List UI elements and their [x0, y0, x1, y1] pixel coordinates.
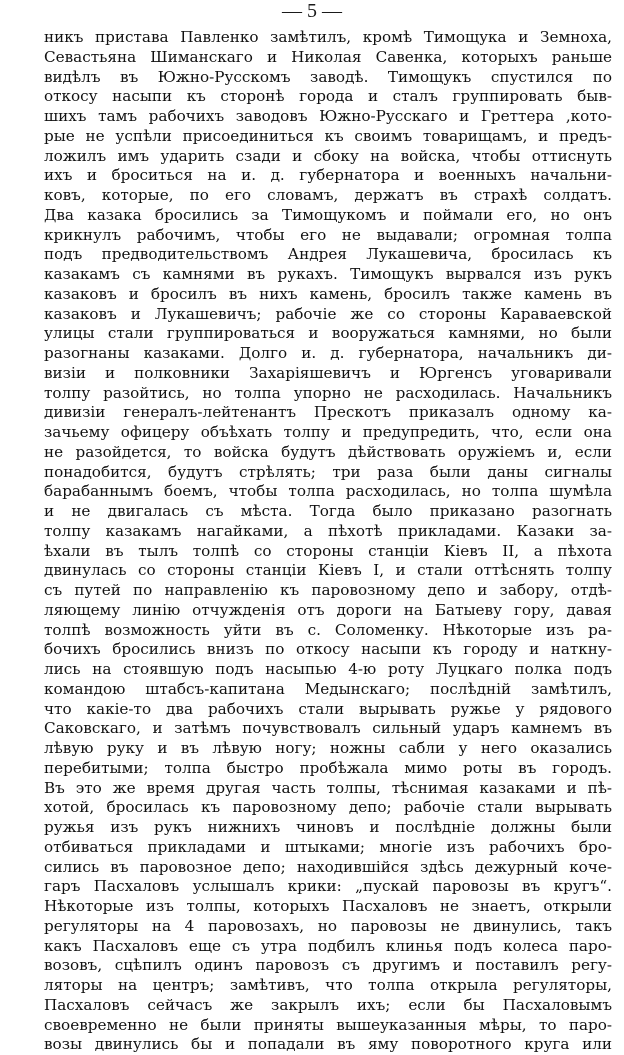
text-line: и не двигалась съ мѣста. Тогда было приказано разогнать [44, 502, 612, 520]
text-line: казаковъ и бросилъ въ нихъ камень, бросилъ также камень въ [44, 284, 612, 303]
text-line: ляторы на центръ; замѣтивъ, что толпа открыла регуляторы, [44, 976, 612, 994]
text-line: ружья изъ рукъ нижнихъ чиновъ и послѣдніе должны были [44, 818, 612, 836]
text-line: Севастьяна Шиманскаго и Николая Савенка, которыхъ раньше [44, 47, 612, 66]
text-line: казакамъ съ камнями въ рукахъ. Тимощукъ вырвался изъ рукъ [44, 265, 612, 283]
text-line: видѣлъ въ Южно-Русскомъ заводѣ. Тимощукъ спустился по [44, 67, 612, 86]
text-line: откосу насыпи къ сторонѣ города и сталъ группировать быв- [44, 87, 612, 106]
text-line: ковъ, которые, по его словамъ, держатъ въ страхѣ солдатъ. [44, 186, 612, 204]
text-line: бочихъ бросились внизъ по откосу насыпи къ городу и наткну- [44, 640, 612, 659]
text-line: ихъ и броситься на и. д. губернатора и военныхъ начальни- [44, 166, 612, 185]
text-line: визіи и полковники Захаріяшевичъ и Юргенсъ уговаривали [44, 363, 612, 382]
text-line: командою штабсъ-капитана Медынскаго; послѣдній замѣтилъ, [44, 679, 612, 698]
text-line: какъ Пасхаловъ еще съ утра подбилъ клинья подъ колеса паро- [44, 936, 612, 955]
text-line: казаковъ и Лукашевичъ; рабочіе же со стороны Караваевской [44, 304, 612, 323]
text-line: никъ пристава Павленко замѣтилъ, кромѣ Тимощука и Земноха, [44, 28, 612, 46]
text-line: разогнаны казаками. Долго и. д. губернатора, начальникъ ди- [44, 344, 612, 362]
text-line: Два казака бросились за Тимощукомъ и поймали его, но онъ [44, 205, 612, 224]
text-line: крикнулъ рабочимъ, чтобы его не выдавали; огромная толпа [44, 225, 612, 244]
text-line: ложилъ имъ ударить сзади и сбоку на войска, чтобы оттиснуть [44, 146, 612, 165]
text-line: хотой, бросилась къ паровозному депо; рабочіе стали вырывать [44, 798, 612, 817]
text-line: зачьему офицеру объѣхать толпу и предупредить, что, если она [44, 423, 612, 441]
text-line: шихъ тамъ рабочихъ заводовъ Южно-Русскаго и Греттера ,кото- [44, 107, 612, 125]
text-line: Саковскаго, и затѣмъ почувствовалъ сильный ударъ камнемъ въ [44, 719, 612, 738]
text-line: лись на стоявшую подъ насыпью 4-ю роту Луцкаго полка подъ [44, 660, 612, 678]
text-line: толпу разойтись, но толпа упорно не расходилась. Начальникъ [44, 383, 612, 402]
text-line: понадобится, будутъ стрѣлять; три раза были даны сигналы [44, 462, 612, 481]
text-line: своевременно не были приняты вышеуказанныя мѣры, то паро- [44, 1015, 612, 1034]
page-number: — 5 — [282, 0, 342, 22]
text-line: съ путей по направленію къ паровозному депо и забору, отдѣ- [44, 581, 612, 599]
text-line: сились въ паровозное депо; находившійся здѣсь дежурный коче- [44, 857, 612, 876]
text-line: подъ предводительствомъ Андрея Лукашевича, бросилась къ [44, 245, 612, 264]
text-line: возы двинулись бы и попадали въ яму поворотного круга или [44, 1035, 612, 1054]
body-text [44, 28, 612, 1055]
text-line: Нѣкоторые изъ толпы, которыхъ Пасхаловъ не знаетъ, открыли [44, 897, 612, 915]
text-line: рые не успѣли присоединиться къ своимъ товарищамъ, и предъ- [44, 126, 612, 145]
text-line: Въ это же время другая часть толпы, тѣснимая казаками и пѣ- [44, 778, 612, 797]
text-line: гаръ Пасхаловъ услышалъ крики: „пускай паровозы въ кругъ“. [44, 877, 612, 896]
text-line: перебитыми; толпа быстро пробѣжала мимо роты въ городъ. [44, 758, 612, 777]
text-line: что какіе-то два рабочихъ стали вырывать ружье у рядового [44, 699, 612, 718]
text-line: дивизіи генералъ-лейтенантъ Прескотъ приказалъ одному ка- [44, 403, 612, 422]
text-line: регуляторы на 4 паровозахъ, но паровозы не двинулись, такъ [44, 916, 612, 935]
text-line: ляющему линію отчужденія отъ дороги на Батыеву гору, давая [44, 600, 612, 619]
text-line: улицы стали группироваться и вооружаться камнями, но были [44, 324, 612, 343]
text-line: отбиваться прикладами и штыками; многіе изъ рабочихъ бро- [44, 837, 612, 856]
text-line: барабаннымъ боемъ, чтобы толпа расходилась, но толпа шумѣла [44, 482, 612, 501]
text-line: толпѣ возможность уйти въ с. Соломенку. Нѣкоторые изъ ра- [44, 620, 612, 639]
text-line: не разойдется, то войска будутъ дѣйствовать оружіемъ и, если [44, 442, 612, 461]
text-line: ѣхали въ тылъ толпѣ со стороны станціи Кіевъ II, а пѣхота [44, 541, 612, 560]
text-line: двинулась со стороны станціи Кіевъ I, и стали оттѣснять толпу [44, 561, 612, 580]
text-line: Пасхаловъ сейчасъ же закрылъ ихъ; если бы Пасхаловымъ [44, 995, 612, 1014]
text-line: толпу казакамъ нагайками, а пѣхотѣ прикладами. Казаки за- [44, 521, 612, 540]
text-line: возовъ, сцѣпилъ одинъ паровозъ съ другимъ и поставилъ регу- [44, 956, 612, 975]
text-line: лѣвую руку и въ лѣвую ногу; ножны сабли у него оказались [44, 739, 612, 757]
